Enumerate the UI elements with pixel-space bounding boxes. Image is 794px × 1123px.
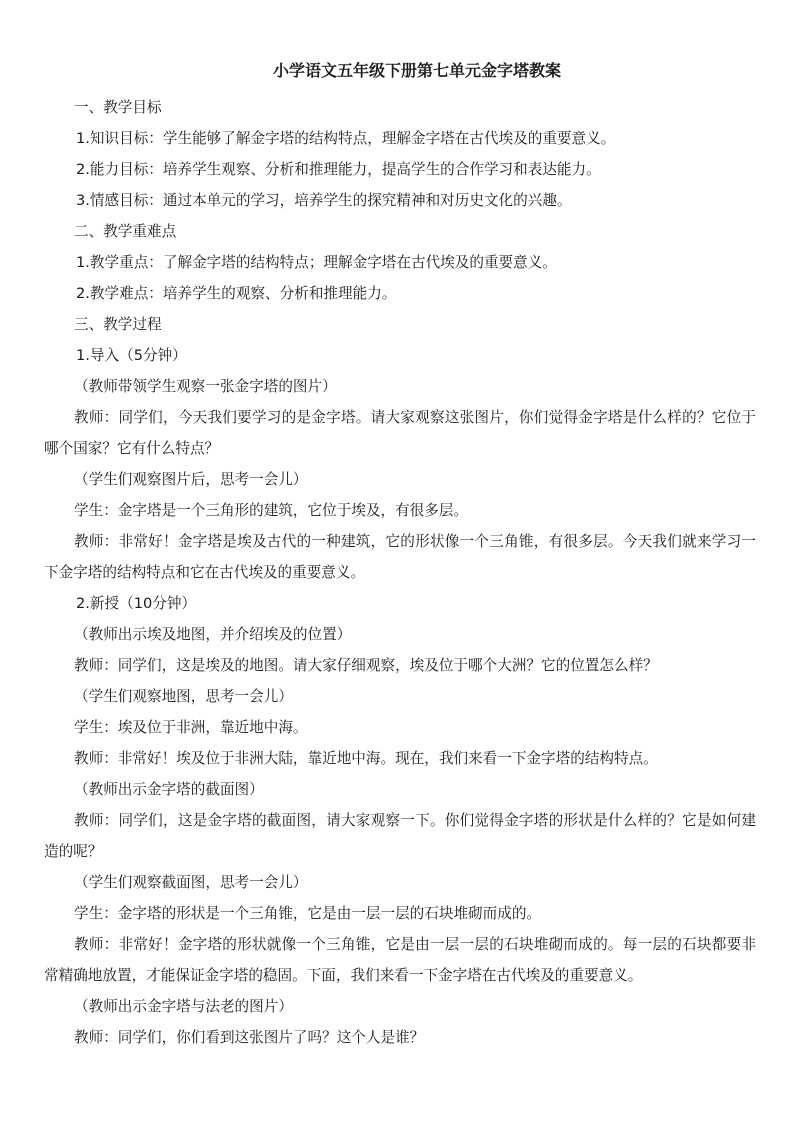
subsection-heading-new-lesson: 2.新授（10分钟） [76, 595, 197, 612]
dialogue-paragraph: 教师：同学们，你们看到这张图片了吗？这个人是谁？ [74, 1029, 425, 1046]
paragraph: 1.教学重点：了解金字塔的结构特点；理解金字塔在古代埃及的重要意义。 [76, 254, 557, 271]
dialogue-paragraph: 教师：非常好！金字塔的形状就像一个三角锥，它是由一层一层的石块堆砌而成的。每一层的石块都要非常精确地放置，才能保证金字塔的稳固。下面，我们来看一下金字塔在古代埃及的重要意义。 [44, 936, 756, 984]
stage-direction: （学生们观察截面图，思考一会儿） [74, 874, 308, 891]
section-heading-goals: 一、教学目标 [74, 99, 162, 116]
stage-direction: （教师带领学生观察一张金字塔的图片） [74, 378, 337, 395]
dialogue-paragraph: 教师：非常好！金字塔是埃及古代的一种建筑，它的形状像一个三角锥，有很多层。今天我们就来学习一下金字塔的结构特点和它在古代埃及的重要意义。 [44, 533, 756, 581]
dialogue-paragraph: 教师：同学们，今天我们要学习的是金字塔。请大家观察这张图片，你们觉得金字塔是什么样的？它位于哪个国家？它有什么特点？ [44, 409, 756, 457]
section-heading-process: 三、教学过程 [74, 316, 162, 333]
dialogue-paragraph: 教师：同学们，这是金字塔的截面图，请大家观察一下。你们觉得金字塔的形状是什么样的？它是如何建造的呢？ [44, 812, 756, 860]
stage-direction: （学生们观察地图，思考一会儿） [74, 688, 293, 705]
section-heading-keypoints: 二、教学重难点 [74, 223, 177, 240]
paragraph: 1.知识目标：学生能够了解金字塔的结构特点，理解金字塔在古代埃及的重要意义。 [76, 130, 616, 147]
dialogue-paragraph: 学生：埃及位于非洲，靠近地中海。 [74, 719, 308, 736]
dialogue-paragraph: 教师：同学们，这是埃及的地图。请大家仔细观察，埃及位于哪个大洲？它的位置怎么样？ [74, 657, 658, 674]
document-body [44, 92, 756, 1053]
paragraph: 2.能力目标：培养学生观察、分析和推理能力，提高学生的合作学习和表达能力。 [76, 161, 601, 178]
stage-direction: （学生们观察图片后，思考一会儿） [74, 471, 308, 488]
document-title: 小学语文五年级下册第七单元金字塔教案 [272, 61, 561, 80]
dialogue-paragraph: 教师：非常好！埃及位于非洲大陆，靠近地中海。现在，我们来看一下金字塔的结构特点。 [74, 750, 658, 767]
dialogue-paragraph: 学生：金字塔是一个三角形的建筑，它位于埃及，有很多层。 [74, 502, 469, 519]
dialogue-paragraph: 学生：金字塔的形状是一个三角锥，它是由一层一层的石块堆砌而成的。 [74, 905, 542, 922]
stage-direction: （教师出示金字塔的截面图） [74, 781, 264, 798]
stage-direction: （教师出示金字塔与法老的图片） [74, 998, 293, 1015]
paragraph: 2.教学难点：培养学生的观察、分析和推理能力。 [76, 285, 397, 302]
stage-direction: （教师出示埃及地图，并介绍埃及的位置） [74, 626, 352, 643]
subsection-heading-intro: 1.导入（5分钟） [76, 347, 187, 364]
paragraph: 3.情感目标：通过本单元的学习，培养学生的探究精神和对历史文化的兴趣。 [76, 192, 572, 209]
